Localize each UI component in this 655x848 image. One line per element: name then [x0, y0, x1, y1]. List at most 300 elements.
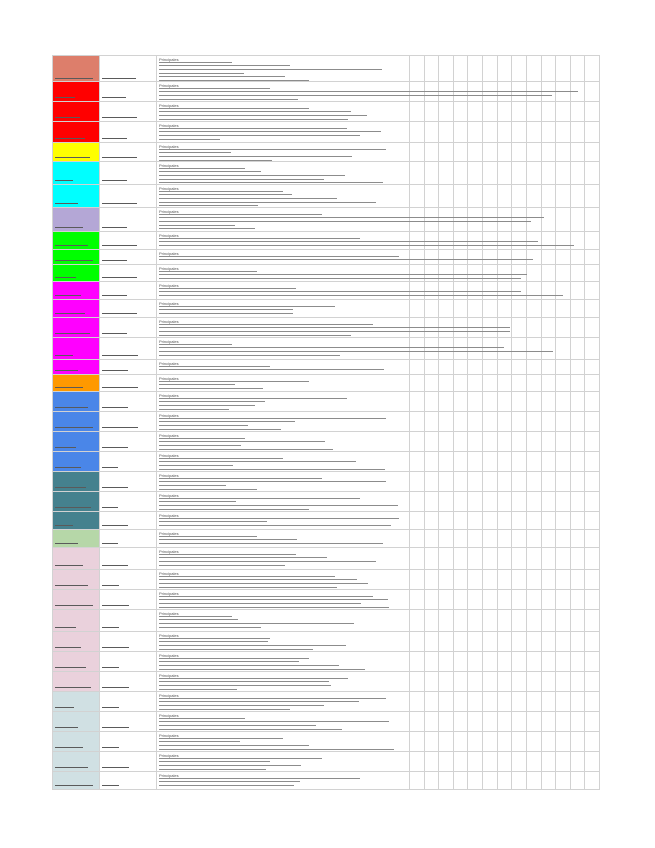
- empty-cell: [556, 752, 571, 772]
- table-row: [0, 772, 655, 790]
- empty-cell: [468, 632, 483, 652]
- empty-cell: [468, 452, 483, 472]
- empty-cell: [585, 452, 600, 472]
- name-label-text: [102, 467, 118, 468]
- category-color-cell: [52, 432, 100, 452]
- empty-cell: [512, 530, 527, 548]
- empty-cell: [512, 492, 527, 512]
- description-cell: [157, 250, 410, 265]
- empty-cell: [527, 512, 542, 530]
- name-label-text: [102, 180, 127, 181]
- empty-cell: [571, 652, 586, 672]
- empty-cell: [439, 185, 454, 208]
- table-row: [0, 375, 655, 392]
- empty-cell: [483, 143, 498, 162]
- name-cell: [100, 772, 157, 790]
- empty-cell: [542, 752, 557, 772]
- empty-cell: [498, 102, 513, 122]
- empty-cell: [527, 590, 542, 610]
- empty-cell: [454, 590, 469, 610]
- description-text-line: [159, 781, 300, 782]
- empty-cell: [556, 452, 571, 472]
- description-text-line: [159, 128, 347, 129]
- empty-cell: [410, 610, 425, 632]
- empty-cell: [527, 712, 542, 732]
- empty-cell: [556, 492, 571, 512]
- empty-cell: [556, 338, 571, 360]
- empty-cell: [454, 632, 469, 652]
- category-label-text: [55, 227, 83, 228]
- name-cell: [100, 610, 157, 632]
- description-cell: [157, 412, 410, 432]
- description-heading: Principales: [159, 610, 179, 616]
- empty-cell: [454, 360, 469, 375]
- empty-cell: [512, 548, 527, 570]
- empty-cell: [542, 548, 557, 570]
- description-text-line: [159, 135, 360, 136]
- description-text-line: [159, 638, 270, 639]
- empty-cell: [542, 432, 557, 452]
- empty-cell: [425, 590, 440, 610]
- description-cell: [157, 652, 410, 672]
- empty-cell: [527, 375, 542, 392]
- empty-cell: [498, 692, 513, 712]
- name-label-text: [102, 427, 138, 428]
- description-text-line: [159, 115, 367, 116]
- table-row: [0, 610, 655, 632]
- description-text-line: [159, 518, 399, 519]
- description-text-line: [159, 388, 263, 389]
- empty-cell: [483, 452, 498, 472]
- empty-cell: [498, 452, 513, 472]
- description-text-line: [159, 111, 351, 112]
- empty-cell: [542, 102, 557, 122]
- description-text-line: [159, 536, 257, 537]
- empty-cell: [483, 432, 498, 452]
- description-text-line: [159, 738, 283, 739]
- empty-cell: [527, 548, 542, 570]
- empty-cell: [571, 232, 586, 250]
- description-heading: Principales: [159, 712, 179, 718]
- description-heading: Principales: [159, 122, 179, 128]
- empty-cell: [468, 300, 483, 318]
- name-label-text: [102, 117, 137, 118]
- empty-cell: [410, 570, 425, 590]
- description-text-line: [159, 469, 385, 470]
- description-heading: Principales: [159, 530, 179, 536]
- description-text-line: [159, 241, 538, 242]
- empty-cell: [454, 432, 469, 452]
- empty-cell: [425, 392, 440, 412]
- description-cell: [157, 185, 410, 208]
- category-color-cell: [52, 752, 100, 772]
- empty-cell: [425, 185, 440, 208]
- empty-cell: [483, 732, 498, 752]
- empty-cell: [425, 250, 440, 265]
- description-text-line: [159, 525, 391, 526]
- description-text-line: [159, 80, 309, 81]
- empty-cell: [585, 82, 600, 102]
- empty-cell: [556, 590, 571, 610]
- empty-cell: [542, 338, 557, 360]
- empty-cell: [468, 360, 483, 375]
- empty-cell: [585, 185, 600, 208]
- empty-cell: [425, 610, 440, 632]
- empty-cell: [585, 732, 600, 752]
- category-color-cell: [52, 122, 100, 143]
- empty-cell: [556, 692, 571, 712]
- empty-cell: [556, 432, 571, 452]
- category-color-cell: [52, 55, 100, 82]
- empty-cell: [542, 55, 557, 82]
- empty-cell: [571, 250, 586, 265]
- empty-cell: [542, 472, 557, 492]
- category-label-text: [55, 313, 85, 314]
- empty-cell: [410, 712, 425, 732]
- empty-cell: [410, 512, 425, 530]
- empty-cell: [439, 570, 454, 590]
- description-cell: [157, 632, 410, 652]
- description-text-line: [159, 596, 373, 597]
- empty-cell: [454, 375, 469, 392]
- description-heading: Principales: [159, 772, 179, 778]
- empty-cell: [571, 338, 586, 360]
- empty-cell: [527, 185, 542, 208]
- empty-cell: [512, 162, 527, 185]
- empty-cell: [527, 55, 542, 82]
- empty-cell: [571, 392, 586, 412]
- description-text-line: [159, 221, 531, 222]
- table-row: [0, 732, 655, 752]
- empty-cell: [556, 610, 571, 632]
- empty-cell: [571, 412, 586, 432]
- empty-cell: [527, 530, 542, 548]
- description-heading: Principales: [159, 590, 179, 596]
- table-row: [0, 752, 655, 772]
- description-cell: [157, 452, 410, 472]
- name-label-text: [102, 447, 128, 448]
- empty-cell: [425, 530, 440, 548]
- empty-cell: [556, 143, 571, 162]
- empty-cell: [498, 672, 513, 692]
- description-cell: [157, 143, 410, 162]
- name-cell: [100, 208, 157, 232]
- table-row: [0, 102, 655, 122]
- description-cell: [157, 82, 410, 102]
- description-cell: [157, 610, 410, 632]
- empty-cell: [527, 318, 542, 338]
- empty-cell: [527, 143, 542, 162]
- category-label-text: [55, 507, 91, 508]
- empty-cell: [439, 392, 454, 412]
- category-color-cell: [52, 360, 100, 375]
- description-heading: Principales: [159, 492, 179, 498]
- empty-cell: [439, 143, 454, 162]
- description-text-line: [159, 259, 533, 260]
- empty-cell: [542, 772, 557, 790]
- empty-cell: [571, 530, 586, 548]
- empty-cell: [425, 375, 440, 392]
- table-row: [0, 282, 655, 300]
- description-text-line: [159, 205, 258, 206]
- description-heading: Principales: [159, 232, 179, 238]
- empty-cell: [556, 512, 571, 530]
- empty-cell: [512, 772, 527, 790]
- description-text-line: [159, 228, 255, 229]
- empty-cell: [425, 360, 440, 375]
- empty-cell: [542, 143, 557, 162]
- category-label-text: [55, 707, 74, 708]
- empty-cell: [498, 590, 513, 610]
- name-cell: [100, 732, 157, 752]
- empty-cell: [410, 102, 425, 122]
- empty-cell: [454, 530, 469, 548]
- empty-cell: [585, 772, 600, 790]
- empty-cell: [483, 250, 498, 265]
- empty-cell: [556, 282, 571, 300]
- name-cell: [100, 672, 157, 692]
- empty-cell: [483, 360, 498, 375]
- description-text-line: [159, 599, 388, 600]
- description-text-line: [159, 554, 296, 555]
- empty-cell: [483, 102, 498, 122]
- empty-cell: [527, 282, 542, 300]
- empty-cell: [439, 360, 454, 375]
- description-heading: Principales: [159, 392, 179, 398]
- empty-cell: [410, 375, 425, 392]
- empty-cell: [425, 512, 440, 530]
- empty-cell: [468, 392, 483, 412]
- description-text-line: [159, 709, 290, 710]
- description-text-line: [159, 509, 309, 510]
- category-label-text: [55, 78, 93, 79]
- description-text-line: [159, 678, 348, 679]
- empty-cell: [542, 692, 557, 712]
- empty-cell: [439, 772, 454, 790]
- empty-cell: [571, 712, 586, 732]
- empty-cell: [439, 632, 454, 652]
- category-color-cell: [52, 102, 100, 122]
- name-label-text: [102, 747, 119, 748]
- empty-cell: [468, 732, 483, 752]
- empty-cell: [454, 55, 469, 82]
- empty-cell: [425, 432, 440, 452]
- empty-cell: [556, 772, 571, 790]
- description-text-line: [159, 91, 578, 92]
- empty-cell: [542, 282, 557, 300]
- empty-cell: [410, 732, 425, 752]
- empty-cell: [468, 530, 483, 548]
- empty-cell: [585, 300, 600, 318]
- empty-cell: [468, 712, 483, 732]
- description-cell: [157, 265, 410, 282]
- empty-cell: [454, 672, 469, 692]
- name-label-text: [102, 667, 119, 668]
- name-label-text: [102, 313, 137, 314]
- empty-cell: [571, 122, 586, 143]
- table-row: [0, 692, 655, 712]
- empty-cell: [483, 492, 498, 512]
- category-color-cell: [52, 82, 100, 102]
- description-text-line: [159, 160, 272, 161]
- category-color-cell: [52, 712, 100, 732]
- empty-cell: [468, 338, 483, 360]
- empty-cell: [454, 338, 469, 360]
- category-color-cell: [52, 185, 100, 208]
- empty-cell: [410, 185, 425, 208]
- category-color-cell: [52, 318, 100, 338]
- empty-cell: [527, 452, 542, 472]
- empty-cell: [542, 712, 557, 732]
- description-text-line: [159, 309, 293, 310]
- name-label-text: [102, 627, 119, 628]
- name-cell: [100, 452, 157, 472]
- empty-cell: [483, 590, 498, 610]
- description-text-line: [159, 238, 360, 239]
- description-text-line: [159, 458, 283, 459]
- name-label-text: [102, 543, 118, 544]
- empty-cell: [410, 590, 425, 610]
- empty-cell: [512, 360, 527, 375]
- category-color-cell: [52, 392, 100, 412]
- description-text-line: [159, 62, 232, 63]
- table-row: [0, 265, 655, 282]
- description-text-line: [159, 705, 324, 706]
- table-row: [0, 232, 655, 250]
- name-cell: [100, 632, 157, 652]
- description-text-line: [159, 641, 268, 642]
- category-color-cell: [52, 530, 100, 548]
- description-text-line: [159, 288, 296, 289]
- empty-cell: [498, 512, 513, 530]
- empty-cell: [585, 232, 600, 250]
- empty-cell: [483, 610, 498, 632]
- description-heading: Principales: [159, 143, 179, 149]
- description-heading: Principales: [159, 162, 179, 168]
- empty-cell: [454, 162, 469, 185]
- empty-cell: [571, 360, 586, 375]
- table-row: [0, 300, 655, 318]
- empty-cell: [468, 570, 483, 590]
- empty-cell: [542, 360, 557, 375]
- empty-cell: [498, 652, 513, 672]
- empty-cell: [410, 652, 425, 672]
- empty-cell: [571, 282, 586, 300]
- category-color-cell: [52, 232, 100, 250]
- empty-cell: [542, 732, 557, 752]
- empty-cell: [585, 143, 600, 162]
- description-text-line: [159, 645, 346, 646]
- description-text-line: [159, 685, 331, 686]
- description-text-line: [159, 785, 294, 786]
- name-cell: [100, 318, 157, 338]
- description-text-line: [159, 718, 245, 719]
- name-label-text: [102, 333, 127, 334]
- empty-cell: [468, 55, 483, 82]
- empty-cell: [498, 432, 513, 452]
- empty-cell: [512, 512, 527, 530]
- table-row: [0, 338, 655, 360]
- name-label-text: [102, 785, 119, 786]
- table-row: [0, 82, 655, 102]
- table-row: [0, 452, 655, 472]
- description-text-line: [159, 182, 383, 183]
- empty-cell: [556, 300, 571, 318]
- empty-cell: [425, 102, 440, 122]
- empty-cell: [439, 512, 454, 530]
- empty-cell: [527, 432, 542, 452]
- description-cell: [157, 208, 410, 232]
- description-text-line: [159, 769, 266, 770]
- description-text-line: [159, 324, 373, 325]
- description-text-line: [159, 441, 325, 442]
- description-cell: [157, 570, 410, 590]
- description-text-line: [159, 445, 241, 446]
- empty-cell: [512, 732, 527, 752]
- empty-cell: [425, 162, 440, 185]
- empty-cell: [454, 185, 469, 208]
- category-label-text: [55, 260, 93, 261]
- description-text-line: [159, 202, 376, 203]
- description-text-line: [159, 149, 386, 150]
- description-cell: [157, 712, 410, 732]
- name-label-text: [102, 585, 119, 586]
- empty-cell: [542, 530, 557, 548]
- category-label-text: [55, 407, 88, 408]
- empty-cell: [512, 712, 527, 732]
- category-label-text: [55, 585, 88, 586]
- empty-cell: [468, 472, 483, 492]
- empty-cell: [585, 360, 600, 375]
- category-label-text: [55, 157, 90, 158]
- description-text-line: [159, 335, 351, 336]
- description-text-line: [159, 649, 313, 650]
- empty-cell: [527, 412, 542, 432]
- category-label-text: [55, 355, 73, 356]
- category-color-cell: [52, 610, 100, 632]
- table-row: [0, 712, 655, 732]
- empty-cell: [556, 732, 571, 752]
- description-cell: [157, 392, 410, 412]
- empty-cell: [498, 375, 513, 392]
- empty-cell: [556, 632, 571, 652]
- empty-cell: [542, 375, 557, 392]
- empty-cell: [585, 162, 600, 185]
- empty-cell: [439, 162, 454, 185]
- description-cell: [157, 530, 410, 548]
- empty-cell: [527, 672, 542, 692]
- description-text-line: [159, 401, 265, 402]
- description-cell: [157, 282, 410, 300]
- name-cell: [100, 162, 157, 185]
- empty-cell: [585, 590, 600, 610]
- empty-cell: [585, 102, 600, 122]
- empty-cell: [439, 548, 454, 570]
- category-label-text: [55, 605, 93, 606]
- category-label-text: [55, 295, 81, 296]
- name-cell: [100, 512, 157, 530]
- description-text-line: [159, 741, 240, 742]
- empty-cell: [425, 300, 440, 318]
- description-text-line: [159, 152, 231, 153]
- empty-cell: [498, 250, 513, 265]
- description-cell: [157, 492, 410, 512]
- description-text-line: [159, 623, 354, 624]
- empty-cell: [483, 712, 498, 732]
- name-cell: [100, 282, 157, 300]
- description-cell: [157, 672, 410, 692]
- description-text-line: [159, 579, 357, 580]
